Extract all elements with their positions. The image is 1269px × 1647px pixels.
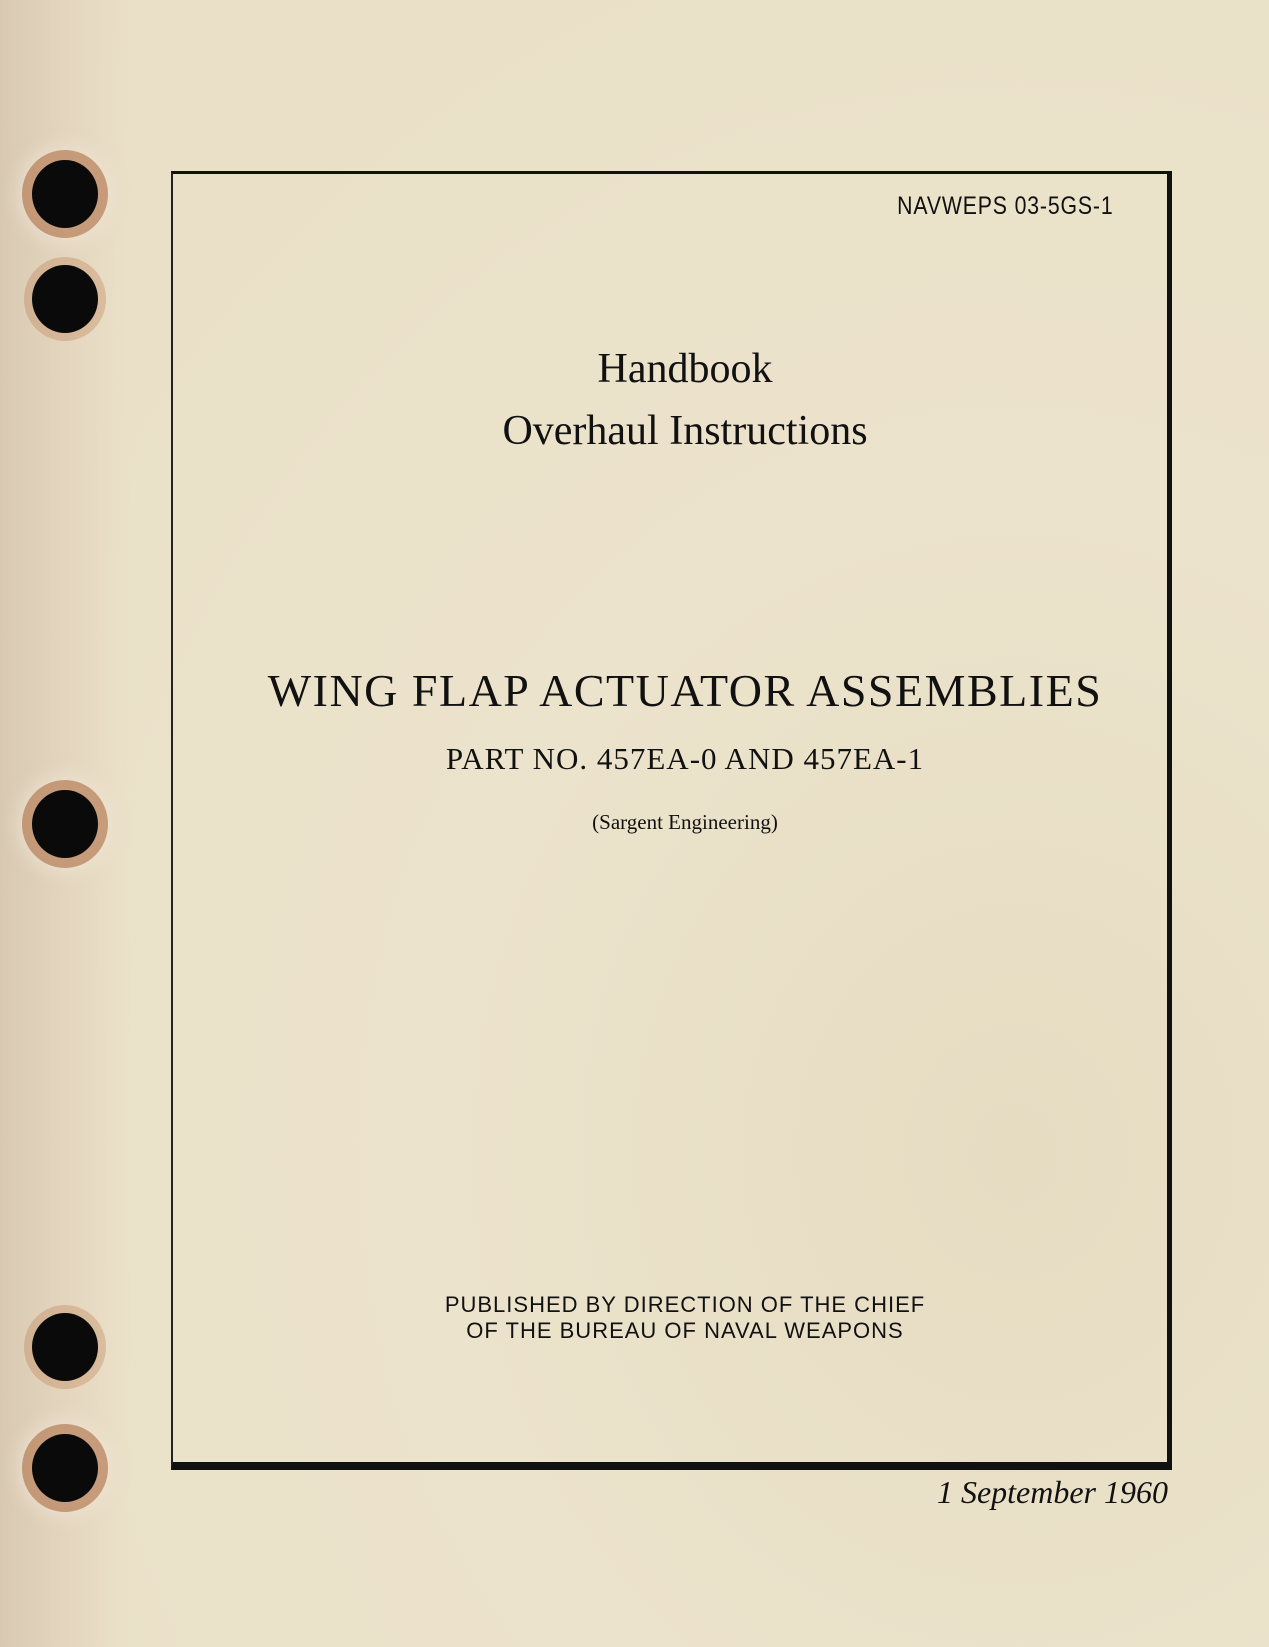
punch-hole — [32, 160, 98, 228]
part-numbers: PART NO. 457EA-0 AND 457EA-1 — [445, 741, 925, 776]
publication-date: 1 September 1960 — [936, 1474, 1168, 1510]
heading-overhaul: Overhaul Instructions — [502, 408, 868, 454]
punch-hole — [32, 1313, 98, 1381]
punch-hole — [32, 790, 98, 858]
document-number: NAVWEPS 03-5GS-1 — [897, 192, 1114, 220]
publisher-line-1: PUBLISHED BY DIRECTION OF THE CHIEF — [444, 1292, 926, 1317]
manufacturer: (Sargent Engineering) — [592, 810, 778, 834]
document-title: WING FLAP ACTUATOR ASSEMBLIES — [267, 665, 1103, 716]
punch-hole — [32, 1434, 98, 1502]
punch-hole — [32, 265, 98, 333]
publisher-line-2: OF THE BUREAU OF NAVAL WEAPONS — [466, 1318, 904, 1343]
heading-handbook: Handbook — [597, 346, 773, 392]
